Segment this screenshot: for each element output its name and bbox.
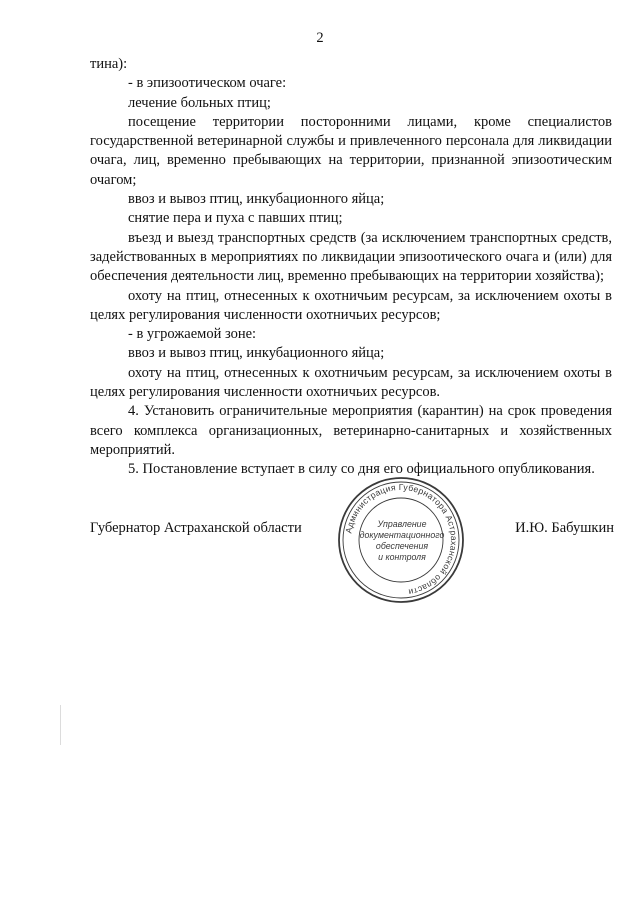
margin-mark (60, 705, 61, 745)
paragraph: снятие пера и пуха с павших птиц; (128, 210, 343, 227)
paragraph: - в угрожаемой зоне: (128, 326, 257, 343)
svg-text:документационного: документационного (359, 530, 445, 540)
paragraph: тина): (90, 56, 128, 72)
paragraph: - в эпизоотическом очаге: (128, 75, 287, 92)
paragraph: 4. Установить ограничительные мероприятия (карантин) на срок проведения всего комплекса организационных, ветеринарно-санитарных и хозяйственных мероприятий. (90, 403, 612, 458)
signatory-position: Губернатор Астраханской области (90, 520, 302, 536)
official-stamp (336, 475, 466, 605)
paragraph: ввоз и вывоз птиц, инкубационного яйца; (128, 191, 385, 208)
svg-text:Управление: Управление (377, 519, 427, 529)
paragraph: ввоз и вывоз птиц, инкубационного яйца; (128, 345, 385, 362)
stamp-rings (339, 478, 463, 602)
paragraph: лечение больных птиц; (128, 94, 271, 111)
signature-block (0, 520, 640, 544)
page-number: 2 (316, 30, 324, 46)
paragraph: охоту на птиц, отнесенных к охотничьим ресурсам, за исключением охоты в целях регулирования численности охотничьих ресурсов. (90, 364, 612, 401)
document-body (90, 55, 612, 480)
signatory-name: И.Ю. Бабушкин (515, 520, 614, 536)
paragraph: въезд и выезд транспортных средств (за исключением транспортных средств, задействованных в мероприятиях по ликвидации эпизоотического очага и (или) для обеспечения деятельности лиц, временно пребывающих на территории хозяйства); (90, 229, 612, 285)
paragraph: 5. Постановление вступает в силу со дня его официального опубликования. (128, 461, 595, 478)
stamp-inner-text (360, 519, 445, 562)
svg-text:обеспечения: обеспечения (375, 541, 429, 551)
paragraph: охоту на птиц, отнесенных к охотничьим ресурсам, за исключением охоты в целях регулирования численности охотничьих ресурсов; (90, 287, 612, 323)
stamp-outer-text: Администрация Губернатора Астраханской области (343, 481, 460, 598)
svg-text:и контроля: и контроля (378, 552, 426, 562)
paragraph: посещение территории посторонними лицами, кроме специалистов государственной ветеринарной службы и привлеченного персонала для ликвидации очага, лиц, временно пребывающих на территории, признанной эпизоотическим очагом; (90, 113, 612, 188)
